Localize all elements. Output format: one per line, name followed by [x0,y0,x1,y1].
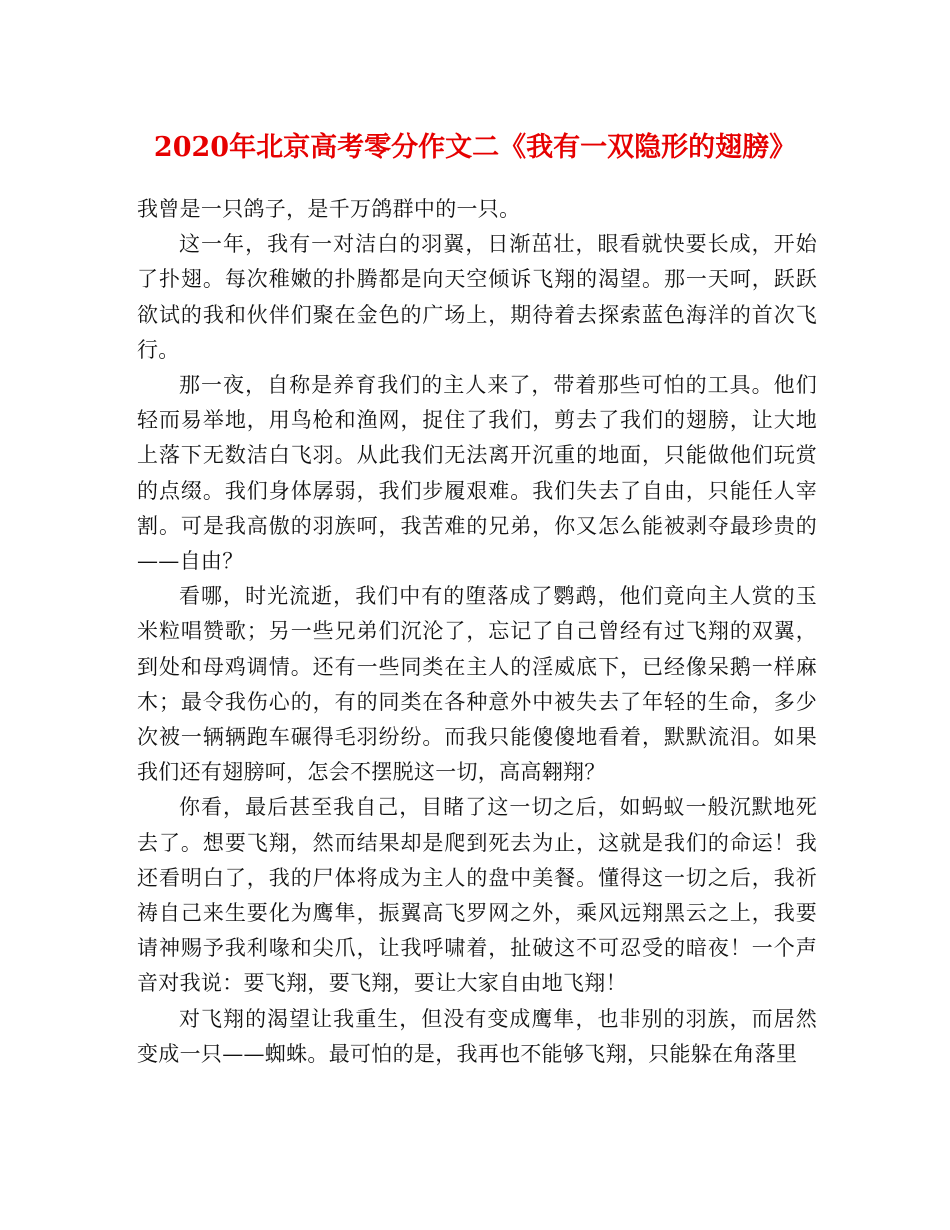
paragraph: 我曾是一只鸽子，是千万鸽群中的一只。 [137,197,521,221]
paragraph: 对飞翔的渴望让我重生，但没有变成鹰隼，也非别的羽族，而居然变成一只——蜘蛛。最可怕的是，我再也不能够飞翔，只能躲在角落里 [137,1006,817,1066]
document-body [137,192,817,1072]
paragraph: 你看，最后甚至我自己，目睹了这一切之后，如蚂蚁一般沉默地死去了。想要飞翔，然而结果却是爬到死去为止，这就是我们的命运！我还看明白了，我的尸体将成为主人的盘中美餐。懂得这一切之后，我祈祷自己来生要化为鹰隼，振翼高飞罗网之外，乘风远翔黑云之上，我要请神赐予我利喙和尖爪，让我呼啸着，扯破这不可忍受的暗夜！一个声音对我说：要飞翔，要飞翔，要让大家自由地飞翔！ [137,795,817,996]
paragraph: 那一夜，自称是养育我们的主人来了，带着那些可怕的工具。他们轻而易举地，用鸟枪和渔网，捉住了我们，剪去了我们的翅膀，让大地上落下无数洁白飞羽。从此我们无法离开沉重的地面，只能做他们玩赏的点缀。我们身体孱弱，我们步履艰难。我们失去了自由，只能任人宰割。可是我高傲的羽族呵，我苦难的兄弟，你又怎么能被剥夺最珍贵的——自由？ [137,373,817,574]
document-title: 2020年北京高考零分作文二《我有一双隐形的翅膀》 [153,132,797,163]
paragraph: 这一年，我有一对洁白的羽翼，日渐茁壮，眼看就快要长成，开始了扑翅。每次稚嫩的扑腾都是向天空倾诉飞翔的渴望。那一天呵，跃跃欲试的我和伙伴们聚在金色的广场上，期待着去探索蓝色海洋的首次飞行。 [137,232,817,362]
paragraph: 看哪，时光流逝，我们中有的堕落成了鹦鹉，他们竟向主人赏的玉米粒唱赞歌；另一些兄弟们沉沦了，忘记了自己曾经有过飞翔的双翼，到处和母鸡调情。还有一些同类在主人的淫威底下，已经像呆鹅一样麻木；最令我伤心的，有的同类在各种意外中被失去了年轻的生命，多少次被一辆辆跑车碾得毛羽纷纷。而我只能傻傻地看着，默默流泪。如果我们还有翅膀呵，怎会不摆脱这一切，高高翱翔？ [137,584,817,785]
